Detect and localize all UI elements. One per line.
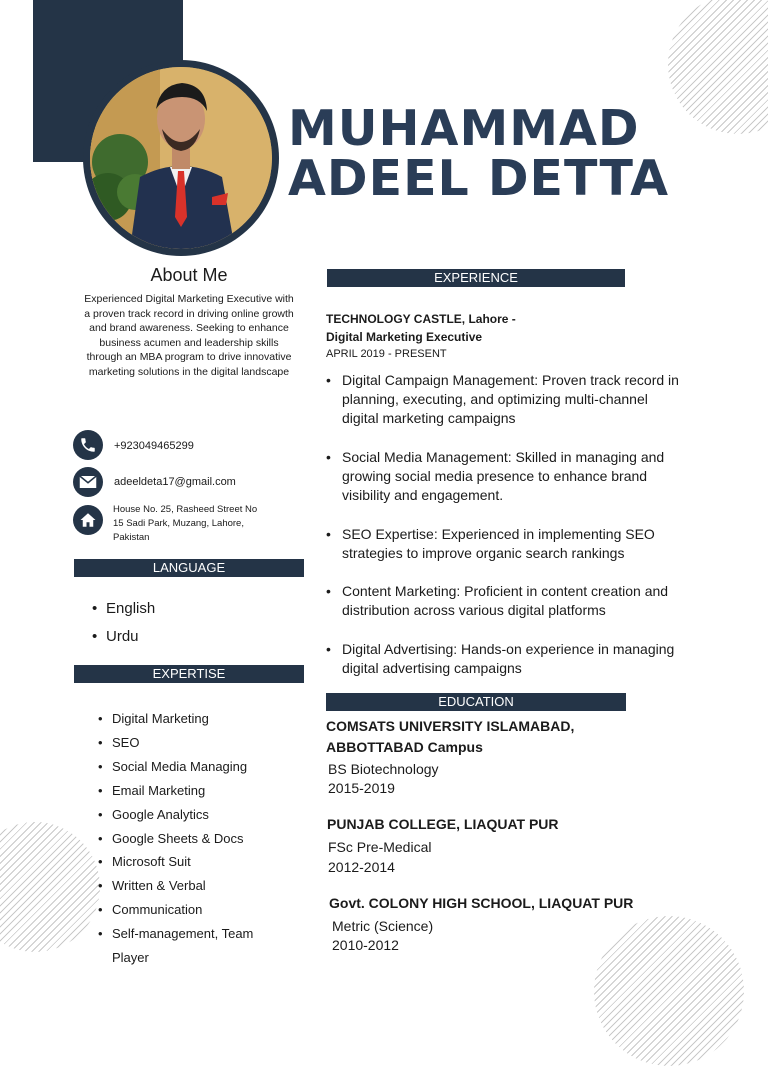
expertise-item: • Digital Marketing: [98, 711, 209, 726]
expertise-item: • Social Media Managing: [98, 759, 248, 774]
responsibility-item: • Social Media Management: Skilled in managing and growing social media presence to enhance brand visibility and engagement.: [326, 449, 665, 503]
about-title: About Me: [150, 265, 228, 285]
responsibility-item: • Digital Campaign Management: Proven track record in planning, executing, and optimizing multi-channel digital marketing campaigns: [326, 372, 679, 426]
degree-years: 2015-2019: [328, 780, 395, 796]
language-header: LANGUAGE: [74, 559, 304, 577]
address-block: [113, 503, 257, 545]
expertise-item: • Google Analytics: [98, 807, 209, 822]
phone-text: +923049465299: [114, 440, 194, 452]
expertise-item: • Email Marketing: [98, 783, 206, 798]
language-item: • Urdu: [92, 628, 139, 645]
expertise-item: Player: [112, 950, 149, 965]
job-role: Digital Marketing Executive: [326, 330, 483, 344]
name-line-2: ADEEL DETTA: [288, 150, 670, 207]
profile-photo: [90, 67, 272, 249]
experience-header: EXPERIENCE: [327, 269, 625, 287]
hatched-circle-left: [0, 822, 100, 952]
home-icon: [73, 505, 103, 535]
address-line-3: Pakistan: [113, 532, 150, 543]
degree-years: 2012-2014: [328, 859, 395, 875]
address-line-1: House No. 25, Rasheed Street No: [113, 504, 258, 515]
responsibility-item: • Digital Advertising: Hands-on experience in managing digital advertising campaigns: [326, 641, 675, 676]
hatched-circle-bottom-right: [594, 916, 744, 1066]
degree: BS Biotechnology: [328, 761, 439, 777]
language-item: • English: [92, 600, 156, 617]
education-header: EDUCATION: [326, 693, 626, 711]
expertise-header: EXPERTISE: [74, 665, 304, 683]
expertise-item: • Communication: [98, 902, 203, 917]
expertise-item: • Microsoft Suit: [98, 854, 191, 869]
degree: FSc Pre-Medical: [328, 839, 432, 855]
degree: Metric (Science): [332, 918, 434, 934]
degree-years: 2010-2012: [332, 937, 399, 953]
hatched-circle-top-right: [668, 0, 768, 134]
about-text: Experienced Digital Marketing Executive with a proven track record in driving online growth and brand awareness. Seeking to enhance business acumen and leadership skills through an MBA program to drive innovative marketing solutions in the digital landscape: [84, 293, 294, 378]
job-company: TECHNOLOGY CASTLE, Lahore -: [326, 312, 516, 326]
expertise-item: • Google Sheets & Docs: [98, 831, 244, 846]
job-dates: APRIL 2019 - PRESENT: [326, 348, 447, 360]
envelope-icon: [73, 467, 103, 497]
school-name: Govt. COLONY HIGH SCHOOL, LIAQUAT PUR: [329, 895, 634, 911]
expertise-item: • SEO: [98, 735, 140, 750]
responsibility-item: • Content Marketing: Proficient in content creation and distribution across various digital platforms: [326, 583, 669, 618]
name-line-1: MUHAMMAD: [288, 100, 640, 157]
address-line-2: 15 Sadi Park, Muzang, Lahore,: [113, 518, 244, 529]
expertise-item: • Self-management, Team: [98, 926, 254, 941]
phone-icon: [73, 430, 103, 460]
email-text: adeeldeta17@gmail.com: [114, 476, 236, 488]
expertise-item: • Written & Verbal: [98, 878, 206, 893]
responsibility-item: • SEO Expertise: Experienced in implementing SEO strategies to improve organic search rankings: [326, 526, 655, 561]
school-name: COMSATS UNIVERSITY ISLAMABAD,: [326, 718, 575, 734]
school-name: PUNJAB COLLEGE, LIAQUAT PUR: [327, 816, 559, 832]
school-campus: ABBOTTABAD Campus: [326, 739, 483, 755]
